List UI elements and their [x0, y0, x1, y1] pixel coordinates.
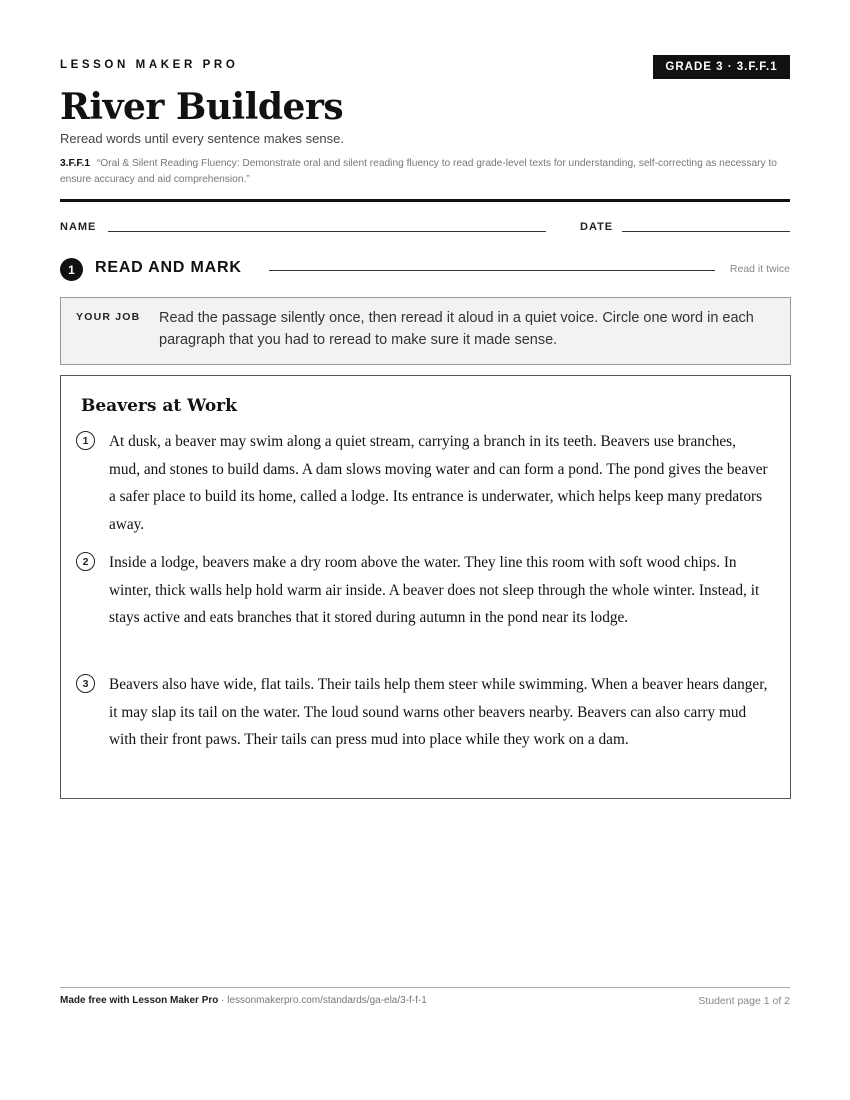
section-number-badge: 1 — [60, 258, 83, 281]
footer-page-number: Student page 1 of 2 — [698, 995, 790, 1007]
page-title: River Builders — [60, 86, 344, 128]
paragraph-1: At dusk, a beaver may swim along a quiet stream, carrying a branch in its teeth. Beavers use branches, mud, and stones to build dams. A dam slows moving water and can form a pond. The pond gives the beaver a safer place to build its home, called a lodge. Its entrance is underwater, which helps keep many predators away. — [109, 433, 768, 533]
passage-title: Beavers at Work — [81, 396, 237, 416]
paragraph-3: Beavers also have wide, flat tails. Their tails help them steer while swimming. When a beaver hears danger, it may slap its tail on the water. The loud sound warns other beavers nearby. Beavers can also carry mud with their front paws. Their tails can press mud into place while they work on a dam. — [109, 676, 768, 748]
footer-divider — [60, 987, 790, 988]
date-label: DATE — [580, 221, 614, 233]
paragraph-2: Inside a lodge, beavers make a dry room above the water. They line this room with soft wood chips. In winter, thick walls help hold warm air inside. A beaver does not sleep through the whole winter. Instead, it stays active and eats branches that it stored during autumn in the pond near its lodge. — [109, 554, 760, 626]
footer-made-with: Made free with Lesson Maker Pro — [60, 995, 219, 1006]
name-label: NAME — [60, 221, 97, 233]
standard-description — [60, 156, 790, 188]
standard-code: 3.F.F.1 — [60, 158, 91, 169]
grade-badge: GRADE 3 · 3.F.F.1 — [653, 55, 790, 79]
footer-credit — [60, 995, 427, 1006]
footer-url[interactable]: · lessonmakerpro.com/standards/ga-ela/3-f-f-1 — [218, 995, 427, 1006]
paragraph-number-1: 1 — [76, 431, 95, 450]
job-instructions-box — [60, 297, 791, 365]
name-field[interactable] — [108, 231, 546, 232]
job-text: Read the passage silently once, then reread it aloud in a quiet voice. Circle one word in each paragraph that you had to reread to make sure it made sense. — [159, 310, 754, 348]
section-divider — [269, 270, 715, 271]
header-divider — [60, 199, 790, 202]
date-field[interactable] — [622, 231, 790, 232]
page-subtitle: Reread words until every sentence makes sense. — [60, 131, 344, 146]
passage-box — [60, 375, 791, 799]
brand-name: LESSON MAKER PRO — [60, 59, 239, 71]
section-title: READ AND MARK — [95, 259, 242, 276]
job-label: YOUR JOB — [76, 311, 141, 323]
paragraph-number-3: 3 — [76, 674, 95, 693]
paragraph-number-2: 2 — [76, 552, 95, 571]
standard-text: “Oral & Silent Reading Fluency: Demonstrate oral and silent reading fluency to read grade-level texts for understanding, self-correcting as necessary to ensure accuracy and aid comprehension.” — [60, 158, 777, 185]
section-note: Read it twice — [729, 263, 790, 275]
